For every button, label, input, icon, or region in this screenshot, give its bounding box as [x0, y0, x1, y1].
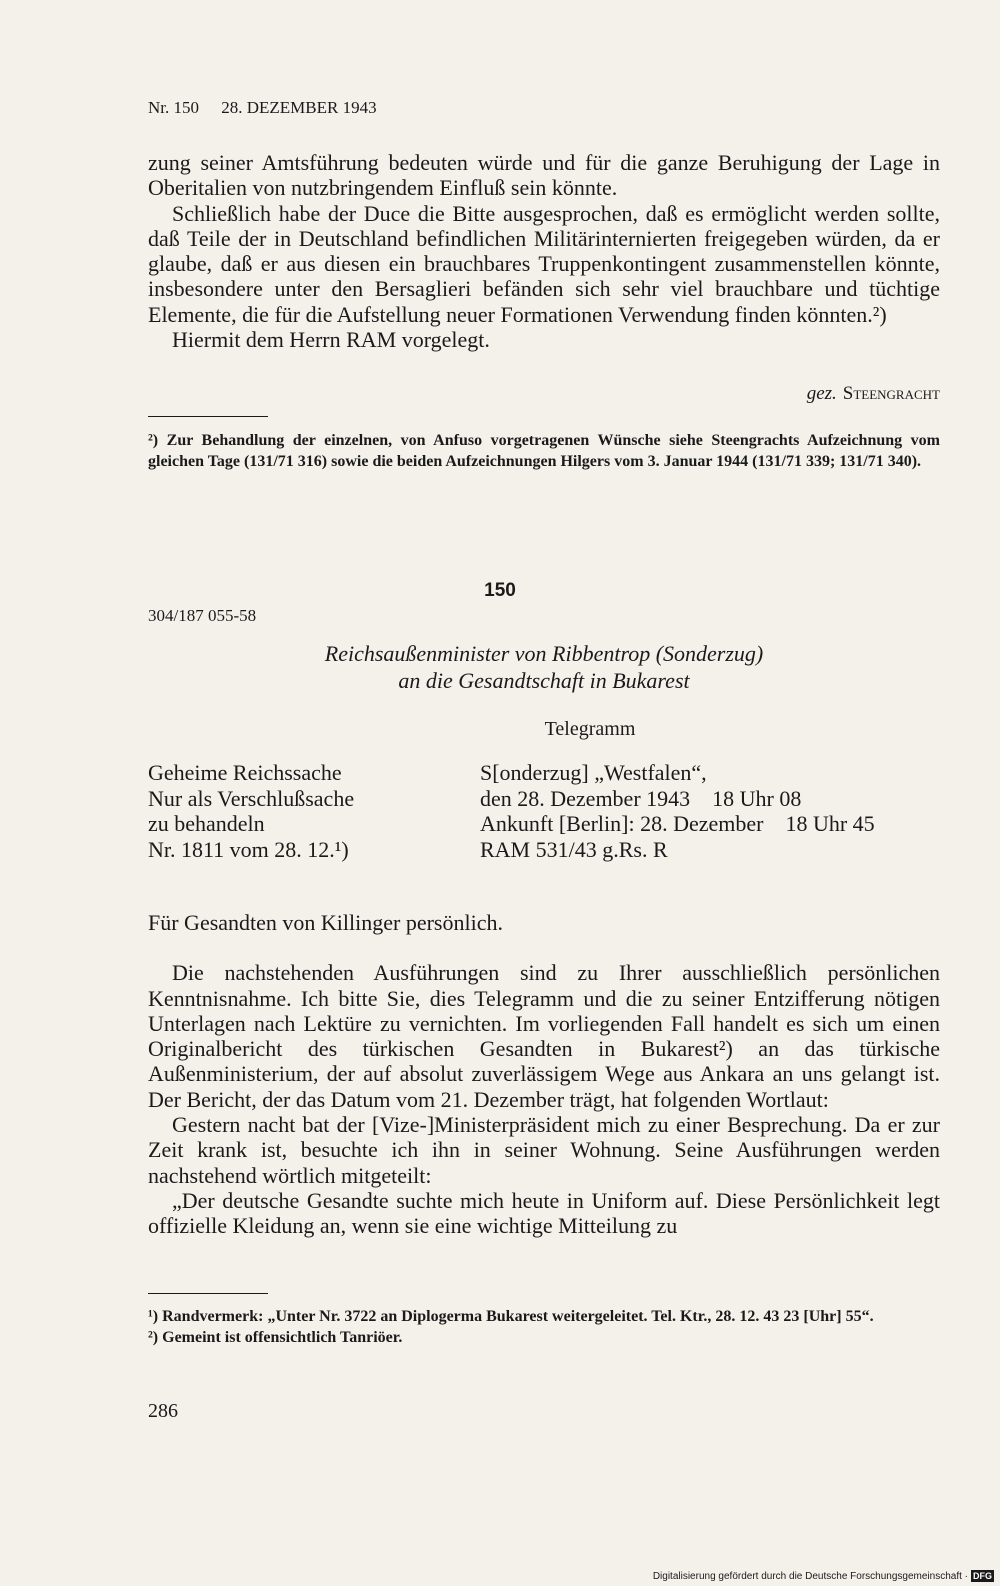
header-line: den 28. Dezember 1943 18 Uhr 08	[480, 785, 802, 811]
title-line: Reichsaußenminister von Ribbentrop (Sonderzug)	[324, 641, 764, 666]
dfg-logo-icon: DFG	[973, 1571, 992, 1581]
document-type: Telegramm	[544, 718, 636, 740]
running-head	[148, 98, 395, 118]
classification-block	[148, 760, 468, 862]
footnote: ²) Zur Behandlung der einzelnen, von Anfuso vorgetragenen Wünsche siehe Steengrachts Aufzeichnung vom gleichen Tage (131/71 316) sowie die beiden Aufzeichnungen Hilgers vom 3. Januar 1944 (131/71 339; 131/71 340).	[148, 432, 940, 470]
page-number: 286	[148, 1400, 178, 1422]
footnote: ¹) Randvermerk: „Unter Nr. 3722 an Diplogerma Bukarest weitergeleitet. Tel. Ktr., 28. 12. 43 23 [Uhr] 55“.	[148, 1308, 874, 1325]
footnote: ²) Gemeint ist offensichtlich Tanriöer.	[148, 1329, 403, 1346]
document-title	[148, 640, 940, 694]
header-line: Nr. 1811 vom 28. 12.¹)	[148, 836, 349, 862]
signature	[807, 383, 940, 405]
header-line: RAM 531/43 g.Rs. R	[480, 836, 668, 862]
header-line: zu behandeln	[148, 811, 265, 836]
footnotes-previous	[148, 430, 940, 472]
credit-text: Digitalisierung gefördert durch die Deutsche Forschungsgemeinschaft ·	[652, 1570, 968, 1582]
running-head-date: 28. DEZEMBER 1943	[221, 98, 377, 117]
header-line: Geheime Reichssache	[148, 760, 342, 785]
header-line: Ankunft [Berlin]: 28. Dezember 18 Uhr 45	[480, 811, 875, 836]
file-reference: 304/187 055-58	[148, 606, 257, 625]
telegram-text	[148, 910, 940, 1239]
paragraph: zung seiner Amtsführung bedeuten würde und für die ganze Beruhigung der Lage in Oberitalien von nutzbringendem Einfluß sein könnte.	[148, 150, 940, 201]
paragraph: „Der deutsche Gesandte suchte mich heute in Uniform auf. Diese Persönlichkeit legt offizielle Kleidung an, wenn sie eine wichtige Mitteilung zu	[148, 1187, 940, 1239]
document-number: 150	[484, 580, 516, 601]
running-head-number: Nr. 150	[148, 98, 199, 117]
footnote-rule	[148, 1293, 268, 1294]
footnotes	[148, 1306, 940, 1348]
header-line: Nur als Verschlußsache	[148, 785, 355, 811]
paragraph: Gestern nacht bat der [Vize-]Ministerpräsident mich zu einer Besprechung. Da er zur Zeit krank ist, besuchte ich ihn in seiner Wohnung. Seine Ausführungen werden nachstehend wörtlich mitgeteilt:	[148, 1112, 940, 1188]
paragraph: Schließlich habe der Duce die Bitte ausgesprochen, daß es ermöglicht werden sollte, daß Teile der in Deutschland befindlichen Militärinternierten freigegeben würden, da er glaube, daß er aus diesen ein brauchbares Truppenkontingent zusammenstellen könnte, insbesondere unter den Bersaglieri befänden sich sehr viel brauchbare und tüchtige Elemente, die für die Aufstellung neuer Formationen Verwendung finden könnten.²)	[148, 200, 940, 327]
header-line: S[onderzug] „Westfalen“,	[480, 760, 707, 785]
addressee: Für Gesandten von Killinger persönlich.	[148, 910, 503, 935]
footnote-rule	[148, 416, 268, 417]
previous-document-text	[148, 150, 940, 352]
transmission-block	[480, 760, 950, 862]
signature-prefix: gez.	[806, 383, 837, 404]
title-line: an die Gesandtschaft in Bukarest	[398, 668, 690, 693]
digitization-credit	[653, 1570, 994, 1582]
paragraph: Die nachstehenden Ausführungen sind zu Ihrer ausschließlich persönlichen Kenntnisnahme. Ich bitte Sie, dies Telegramm und die zu seiner Entzifferung nötigen Unterlagen nach Lektüre zu vernichten. Im vorliegenden Fall handelt es sich um einen Originalbericht des türkischen Gesandten in Bukarest²) an das türkische Außenministerium, der auf absolut zuverlässigem Wege aus Ankara an uns gelangt ist. Der Bericht, der das Datum vom 21. Dezember trägt, hat folgenden Wortlaut:	[148, 960, 940, 1112]
signature-name: Steengracht	[842, 383, 940, 404]
paragraph: Hiermit dem Herrn RAM vorgelegt.	[172, 327, 490, 353]
